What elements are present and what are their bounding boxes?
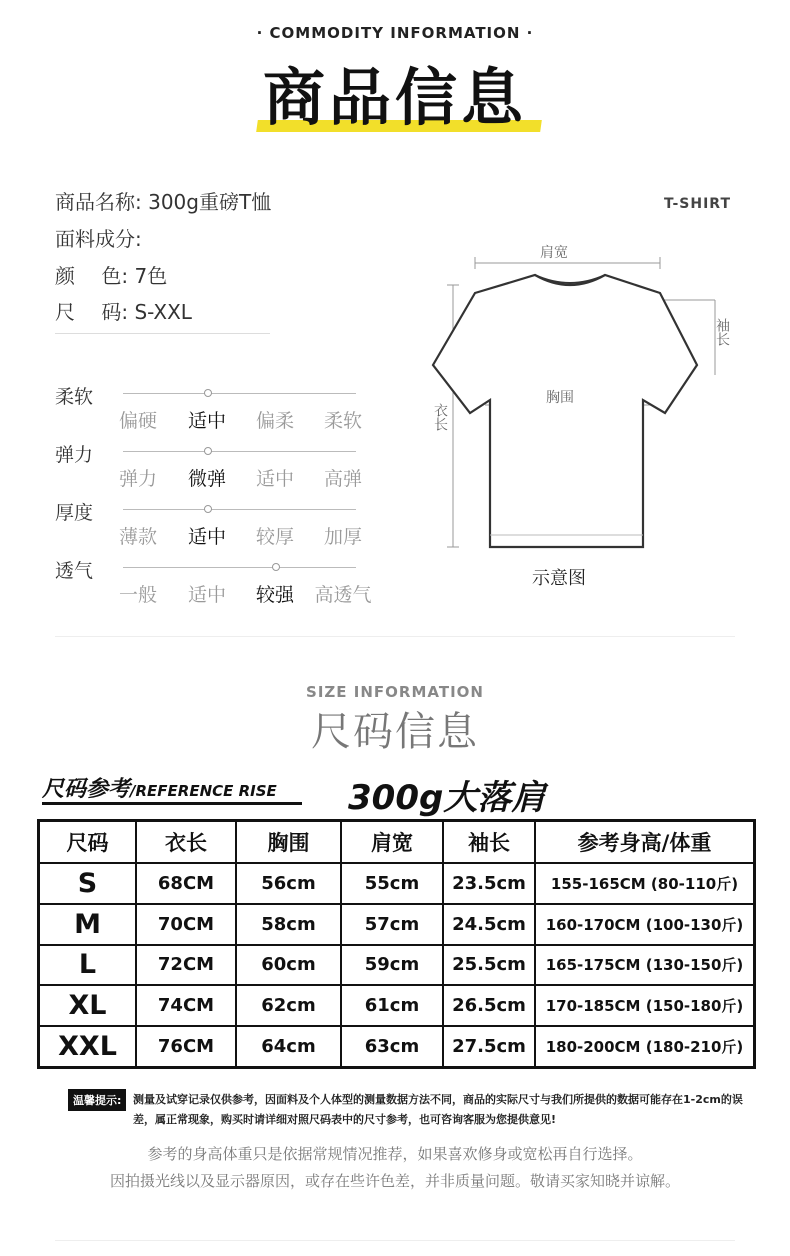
attribute-option: 偏柔 [255, 410, 294, 432]
attribute-option: 适中 [187, 410, 226, 432]
sleeve-label: 袖长 [714, 318, 730, 346]
attribute-scale-line [123, 509, 356, 510]
size-table-cell: 68CM [136, 863, 236, 904]
size-table-cell: 160-170CM (100-130斤) [535, 904, 755, 945]
size-table-row [39, 904, 755, 945]
size-table-cell: 155-165CM (80-110斤) [535, 863, 755, 904]
color-row [55, 260, 167, 289]
reference-label-main: 尺码参考 [42, 777, 131, 802]
attribute-selected-dot [204, 505, 212, 513]
attribute-option: 高弹 [323, 468, 362, 490]
size-table-row [39, 985, 755, 1026]
size-range-label: 尺 码: [55, 300, 129, 324]
tshirt-diagram [415, 235, 735, 555]
attribute-option: 较强 [255, 584, 294, 606]
attribute-option: 微弹 [187, 468, 226, 490]
size-table-cell: XL [39, 985, 137, 1026]
size-table-cell: 58cm [236, 904, 341, 945]
fabric-row [55, 223, 142, 252]
size-table-header [39, 821, 755, 864]
tips-text: 测量及试穿记录仅供参考，因面料及个人体型的测量数据方法不同，商品的实际尺寸与我们所提供的数据可能存在1-2cm的误差，属正常现象，购买时请详细对照尺码表中的尺寸参考，也可咨询客服为您提供意见! [133, 1093, 743, 1126]
attribute-option: 较厚 [255, 526, 294, 548]
product-name-label: 商品名称: [55, 190, 142, 214]
tshirt-type-label: T-SHIRT [664, 196, 732, 212]
attribute-name: 透气 [55, 560, 94, 582]
size-table-cell: 60cm [236, 945, 341, 986]
size-table-cell: 61cm [341, 985, 443, 1026]
attribute-option: 柔软 [323, 410, 362, 432]
attribute-scale-line [123, 451, 356, 452]
size-table-cell: M [39, 904, 137, 945]
attribute-name: 弹力 [55, 444, 94, 466]
size-table-cell: S [39, 863, 137, 904]
color-label: 颜 色: [55, 264, 129, 288]
weight-headline: 300g大落肩 [348, 778, 546, 818]
main-title-wrap [0, 58, 790, 138]
header-sleeve: 袖长 [443, 821, 535, 864]
reference-underline [42, 802, 302, 805]
header-chest: 胸围 [236, 821, 341, 864]
section-eyebrow: · COMMODITY INFORMATION · [256, 24, 534, 42]
tips-badge: 温馨提示: [68, 1089, 126, 1111]
size-table-cell: 63cm [341, 1026, 443, 1067]
attribute-option: 薄款 [118, 526, 157, 548]
attribute-option: 适中 [187, 584, 226, 606]
section-divider [55, 636, 735, 637]
size-table-cell: 180-200CM (180-210斤) [535, 1026, 755, 1067]
size-title: 尺码信息 [311, 709, 479, 755]
size-table-cell: 55cm [341, 863, 443, 904]
attribute-scale-line [123, 567, 356, 568]
main-title [263, 58, 527, 138]
attribute-selected-dot [204, 389, 212, 397]
size-table-row [39, 863, 755, 904]
size-table-cell: 23.5cm [443, 863, 535, 904]
main-title-text: 商品信息 [262, 61, 527, 134]
size-table [37, 819, 756, 1069]
size-table-cell: 165-175CM (130-150斤) [535, 945, 755, 986]
size-eyebrow: SIZE INFORMATION [306, 683, 484, 701]
size-table-cell: 72CM [136, 945, 236, 986]
header-reference: 参考身高/体重 [535, 821, 755, 864]
size-table-cell: 62cm [236, 985, 341, 1026]
header-size: 尺码 [39, 821, 137, 864]
size-table-cell: 170-185CM (150-180斤) [535, 985, 755, 1026]
note-line-1: 参考的身高体重只是依据常规情况推荐，如果喜欢修身或宽松再自行选择。 [147, 1145, 643, 1163]
size-range-value: S-XXL [134, 300, 192, 324]
size-table-cell: 25.5cm [443, 945, 535, 986]
size-table-cell: XXL [39, 1026, 137, 1067]
chest-label: 胸围 [546, 390, 574, 406]
size-table-cell: 57cm [341, 904, 443, 945]
size-table-cell: 26.5cm [443, 985, 535, 1026]
size-table-row [39, 945, 755, 986]
attribute-option: 加厚 [323, 526, 362, 548]
size-range-row [55, 296, 192, 325]
note-line-2: 因拍摄光线以及显示器原因，或存在些许色差，并非质量问题。敬请买家知晓并谅解。 [109, 1172, 680, 1190]
length-label: 衣长 [432, 403, 448, 431]
color-value: 7色 [134, 264, 168, 288]
header-length: 衣长 [136, 821, 236, 864]
size-table-cell: 24.5cm [443, 904, 535, 945]
product-name-value: 300g重磅T恤 [148, 190, 272, 214]
size-table-cell: 64cm [236, 1026, 341, 1067]
attribute-option: 高透气 [314, 584, 372, 606]
reference-label [42, 772, 277, 803]
size-table-cell: 74CM [136, 985, 236, 1026]
attribute-scale-line [123, 393, 356, 394]
attribute-option: 适中 [187, 526, 226, 548]
size-table-cell: L [39, 945, 137, 986]
product-name-row [55, 186, 271, 215]
shoulder-label: 肩宽 [540, 245, 568, 261]
attribute-name: 厚度 [55, 502, 94, 524]
size-table-cell: 59cm [341, 945, 443, 986]
size-table-cell: 76CM [136, 1026, 236, 1067]
diagram-caption: 示意图 [532, 568, 586, 589]
attribute-selected-dot [204, 447, 212, 455]
size-table-row [39, 1026, 755, 1067]
reference-label-sub: /REFERENCE RISE [130, 782, 277, 800]
size-table-cell: 27.5cm [443, 1026, 535, 1067]
attribute-name: 柔软 [55, 386, 94, 408]
footer-divider [55, 1240, 735, 1241]
size-table-cell: 56cm [236, 863, 341, 904]
attribute-option: 适中 [255, 468, 294, 490]
header-shoulder: 肩宽 [341, 821, 443, 864]
size-table-cell: 70CM [136, 904, 236, 945]
tshirt-outline [433, 275, 697, 547]
attribute-option: 一般 [118, 584, 157, 606]
fabric-label: 面料成分: [55, 227, 142, 251]
attribute-selected-dot [272, 563, 280, 571]
info-divider [55, 333, 270, 334]
attribute-option: 偏硬 [118, 410, 157, 432]
attribute-option: 弹力 [118, 468, 157, 490]
